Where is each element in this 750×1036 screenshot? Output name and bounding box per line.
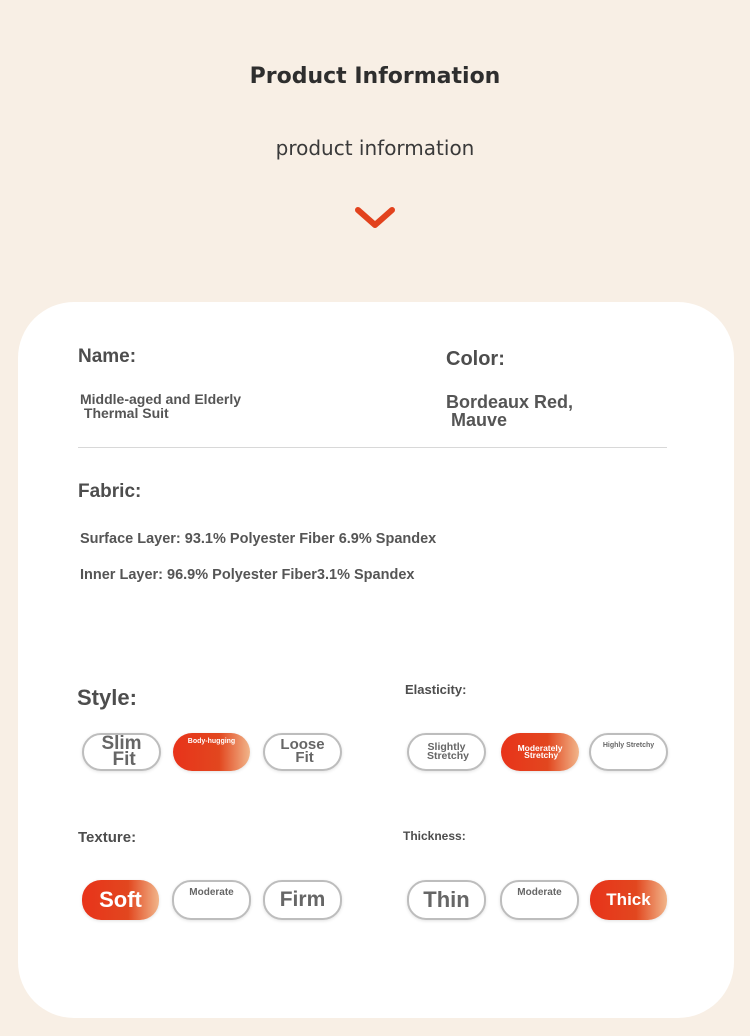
texture-label: Texture: — [78, 829, 137, 846]
elasticity-label: Elasticity: — [405, 682, 467, 697]
color-value: Bordeaux Red, Mauve — [446, 392, 574, 430]
style-label: Style: — [77, 685, 137, 710]
style-option-loose-fit[interactable]: Loose Fit — [263, 733, 342, 771]
style-option-body-hugging[interactable]: Body-hugging — [173, 733, 250, 771]
thickness-option-thin[interactable]: Thin — [407, 880, 486, 920]
divider — [78, 447, 667, 448]
texture-option-moderate[interactable]: Moderate — [172, 880, 251, 920]
style-option-slim-fit[interactable]: Slim Fit — [82, 733, 161, 771]
color-label: Color: — [446, 348, 505, 370]
page-subtitle: product information — [275, 136, 475, 160]
fabric-label: Fabric: — [78, 481, 142, 502]
texture-option-soft[interactable]: Soft — [82, 880, 159, 920]
elasticity-option-slightly-stretchy[interactable]: Slightly Stretchy — [407, 733, 486, 771]
page-title: Product Information — [249, 64, 501, 89]
fabric-inner-layer: Inner Layer: 96.9% Polyester Fiber3.1% Spandex — [80, 567, 415, 583]
name-value: Middle-aged and Elderly Thermal Suit — [80, 391, 242, 421]
fabric-surface-layer: Surface Layer: 93.1% Polyester Fiber 6.9% Spandex — [80, 531, 437, 547]
thickness-label: Thickness: — [403, 829, 466, 843]
thickness-option-thick[interactable]: Thick — [590, 880, 667, 920]
name-label: Name: — [78, 346, 137, 367]
elasticity-option-moderately-stretchy[interactable]: Moderately Stretchy — [501, 733, 579, 771]
thickness-option-moderate[interactable]: Moderate — [500, 880, 579, 920]
chevron-down-icon — [354, 205, 396, 231]
texture-option-firm[interactable]: Firm — [263, 880, 342, 920]
elasticity-option-highly-stretchy[interactable]: Highly Stretchy — [589, 733, 668, 771]
